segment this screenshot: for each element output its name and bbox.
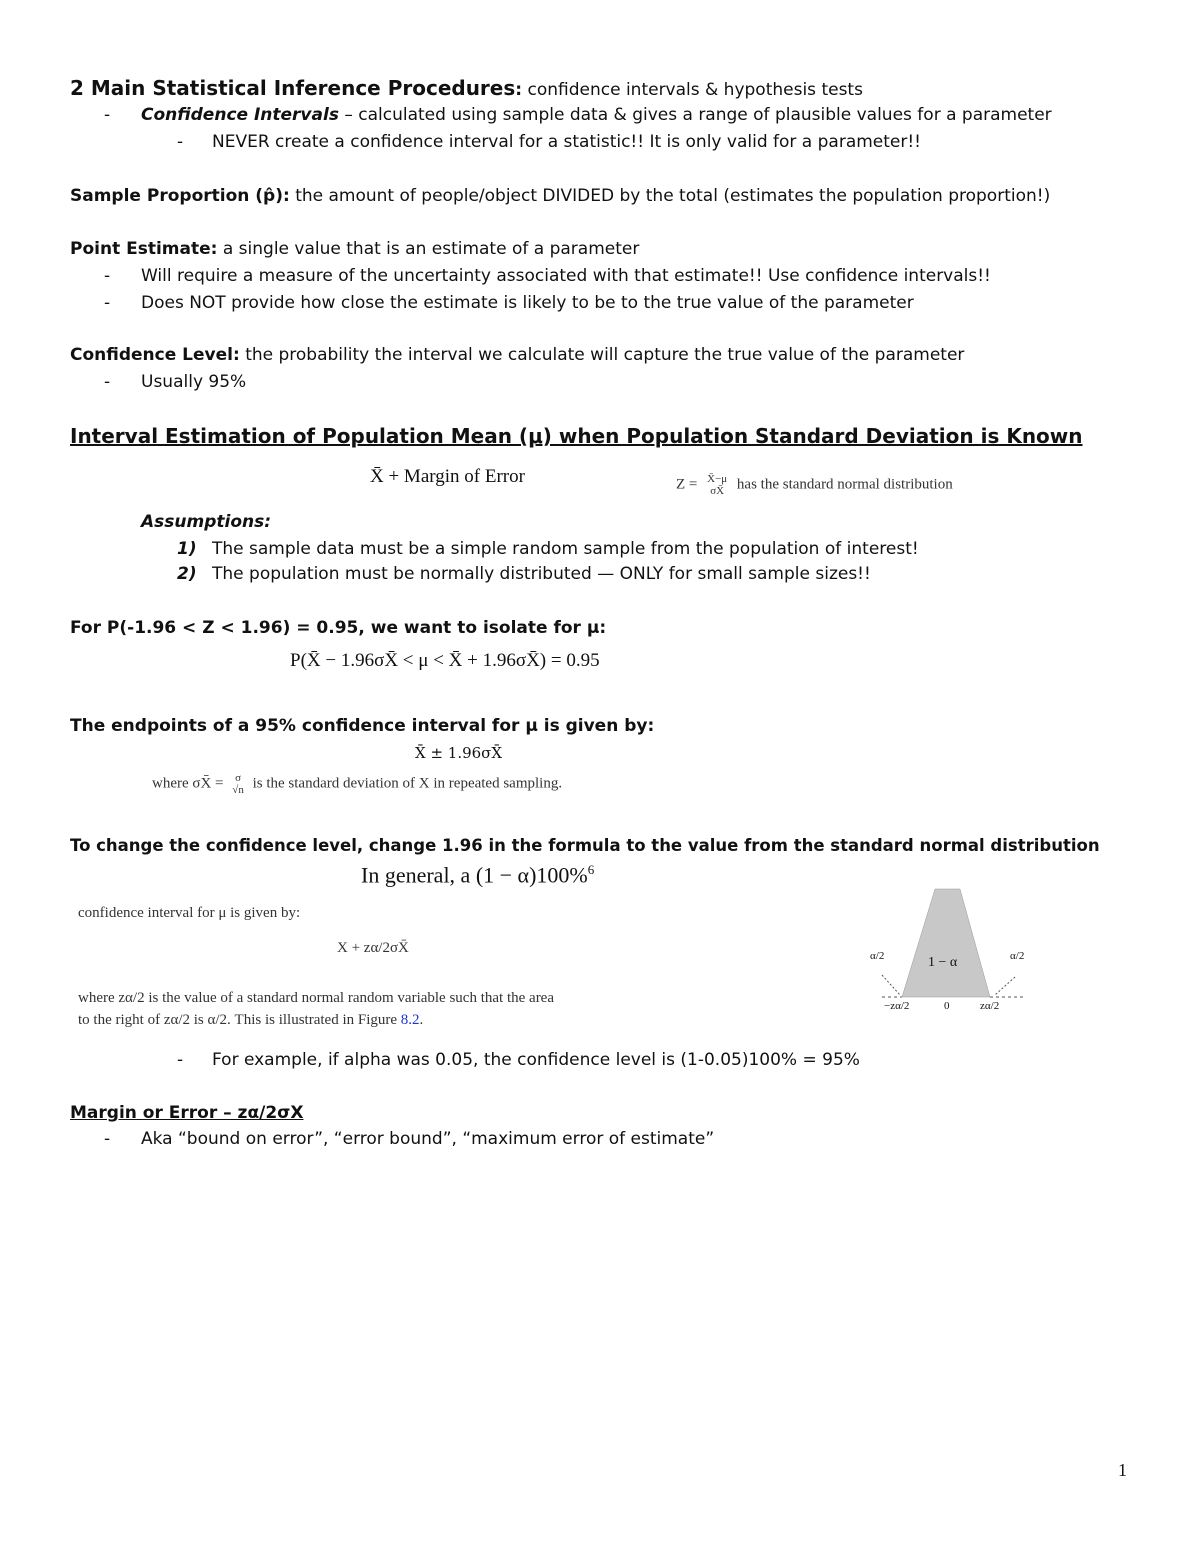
ci-text: – calculated using sample data & gives a range of plausible values for a parameter [338,105,1052,125]
figure-ref-link[interactable]: 8.2 [400,1012,420,1028]
point-estimate-bullet-2: Does NOT provide how close the estimate is likely to be to the true value of the parameter [141,293,914,313]
confidence-level-term: Confidence Level: [70,345,240,365]
main-heading [70,76,863,100]
left-tail-label: α/2 [870,950,885,962]
z-denominator: σX̄ [710,485,725,497]
list-dash: - [104,293,111,313]
point-estimate-bullet-1: Will require a measure of the uncertainty associated with that estimate!! Use confidence intervals!! [141,266,991,286]
general-statement [361,862,594,888]
assumption-text: The population must be normally distributed — ONLY for small sample sizes!! [212,564,871,584]
list-dash: - [104,266,111,286]
z-lhs: Z = [676,476,698,493]
ci-given: confidence interval for μ is given by: [78,905,301,921]
ci-term: Confidence Intervals [141,105,339,125]
assumption-number: 1) [177,539,197,559]
z-text: has the standard normal distribution [736,476,953,493]
z-numerator: X̄−μ [707,473,728,485]
right-tail-label: α/2 [1010,950,1025,962]
assumption-text: The sample data must be a simple random sample from the population of interest! [212,539,919,559]
list-dash: - [104,372,111,392]
section-title: Interval Estimation of Population Mean (μ) when Population Standard Deviation is Known [70,424,1083,448]
point-estimate [70,239,639,259]
where-post: is the standard deviation of X in repeated sampling. [252,775,563,792]
where2-post: . [419,1012,424,1028]
assumptions-label: Assumptions: [141,512,272,532]
heading-colon: : [515,80,523,100]
left-tick-label: −zα/2 [884,1000,910,1012]
where2-pre: to the right of zα/2 is α/2. This is illustrated in Figure [78,1012,401,1028]
ci-item [141,105,1052,125]
assumption-number: 2) [177,564,197,584]
sigma-numerator: σ [235,772,242,784]
center-label: 1 − α [928,955,958,970]
point-estimate-term: Point Estimate: [70,239,218,259]
sigma-denominator: √n [232,784,244,796]
sample-proportion-text: the amount of people/object DIVIDED by the total (estimates the population proportion!) [289,186,1051,206]
endpoints-formula: X̄ ± 1.96σX̄ [415,744,503,762]
general-formula: X + zα/2σX̄ [337,940,409,956]
normal-area-figure [860,885,1040,1020]
ci-dash: - [104,105,111,125]
z-definition [676,473,953,497]
sigma-fraction [232,772,244,796]
isolate-formula: P(X̄ − 1.96σX̄ < μ < X̄ + 1.96σX̄) = 0.95 [290,650,600,671]
margin-formula: X̄ + Margin of Error [370,466,525,487]
left-pointer [882,975,900,995]
confidence-level-text: the probability the interval we calculate will capture the true value of the parameter [239,345,965,365]
confidence-level [70,345,964,365]
margin-title: Margin or Error – zα/2σX [70,1103,304,1123]
right-pointer [995,977,1015,995]
list-dash: - [177,1050,184,1070]
endpoints-where [152,772,562,796]
sample-proportion [70,186,1050,206]
ci-sub-text: NEVER create a confidence interval for a statistic!! It is only valid for a parameter!! [212,132,921,152]
right-tick-label: zα/2 [980,1000,1000,1012]
center-area [902,889,990,997]
heading-title: 2 Main Statistical Inference Procedures [70,76,516,100]
heading-rest: confidence intervals & hypothesis tests [522,80,863,100]
where-line-2 [78,1012,423,1029]
mid-tick-label: 0 [944,1000,950,1012]
alpha-example: For example, if alpha was 0.05, the confidence level is (1-0.05)100% = 95% [212,1050,860,1070]
z-fraction [707,473,727,497]
page-number: 1 [1118,1460,1127,1480]
ci-sub-dash: - [177,132,184,152]
confidence-level-bullet: Usually 95% [141,372,247,392]
where-pre: where σX̄ = [152,775,224,792]
footnote-marker: 6 [587,862,595,877]
isolate-text: For P(-1.96 < Z < 1.96) = 0.95, we want to isolate for μ: [70,618,607,638]
change-text: To change the confidence level, change 1.96 in the formula to the value from the standard normal distribution [70,836,1100,855]
sample-proportion-term: Sample Proportion (p̂): [70,186,290,206]
margin-bullet: Aka “bound on error”, “error bound”, “maximum error of estimate” [141,1129,715,1149]
list-dash: - [104,1129,111,1149]
where-line-1: where zα/2 is the value of a standard normal random variable such that the area [78,990,555,1006]
endpoints-text: The endpoints of a 95% confidence interval for μ is given by: [70,716,655,736]
general-text: In general, a (1 − α)100% [361,862,588,888]
point-estimate-text: a single value that is an estimate of a parameter [217,239,640,259]
